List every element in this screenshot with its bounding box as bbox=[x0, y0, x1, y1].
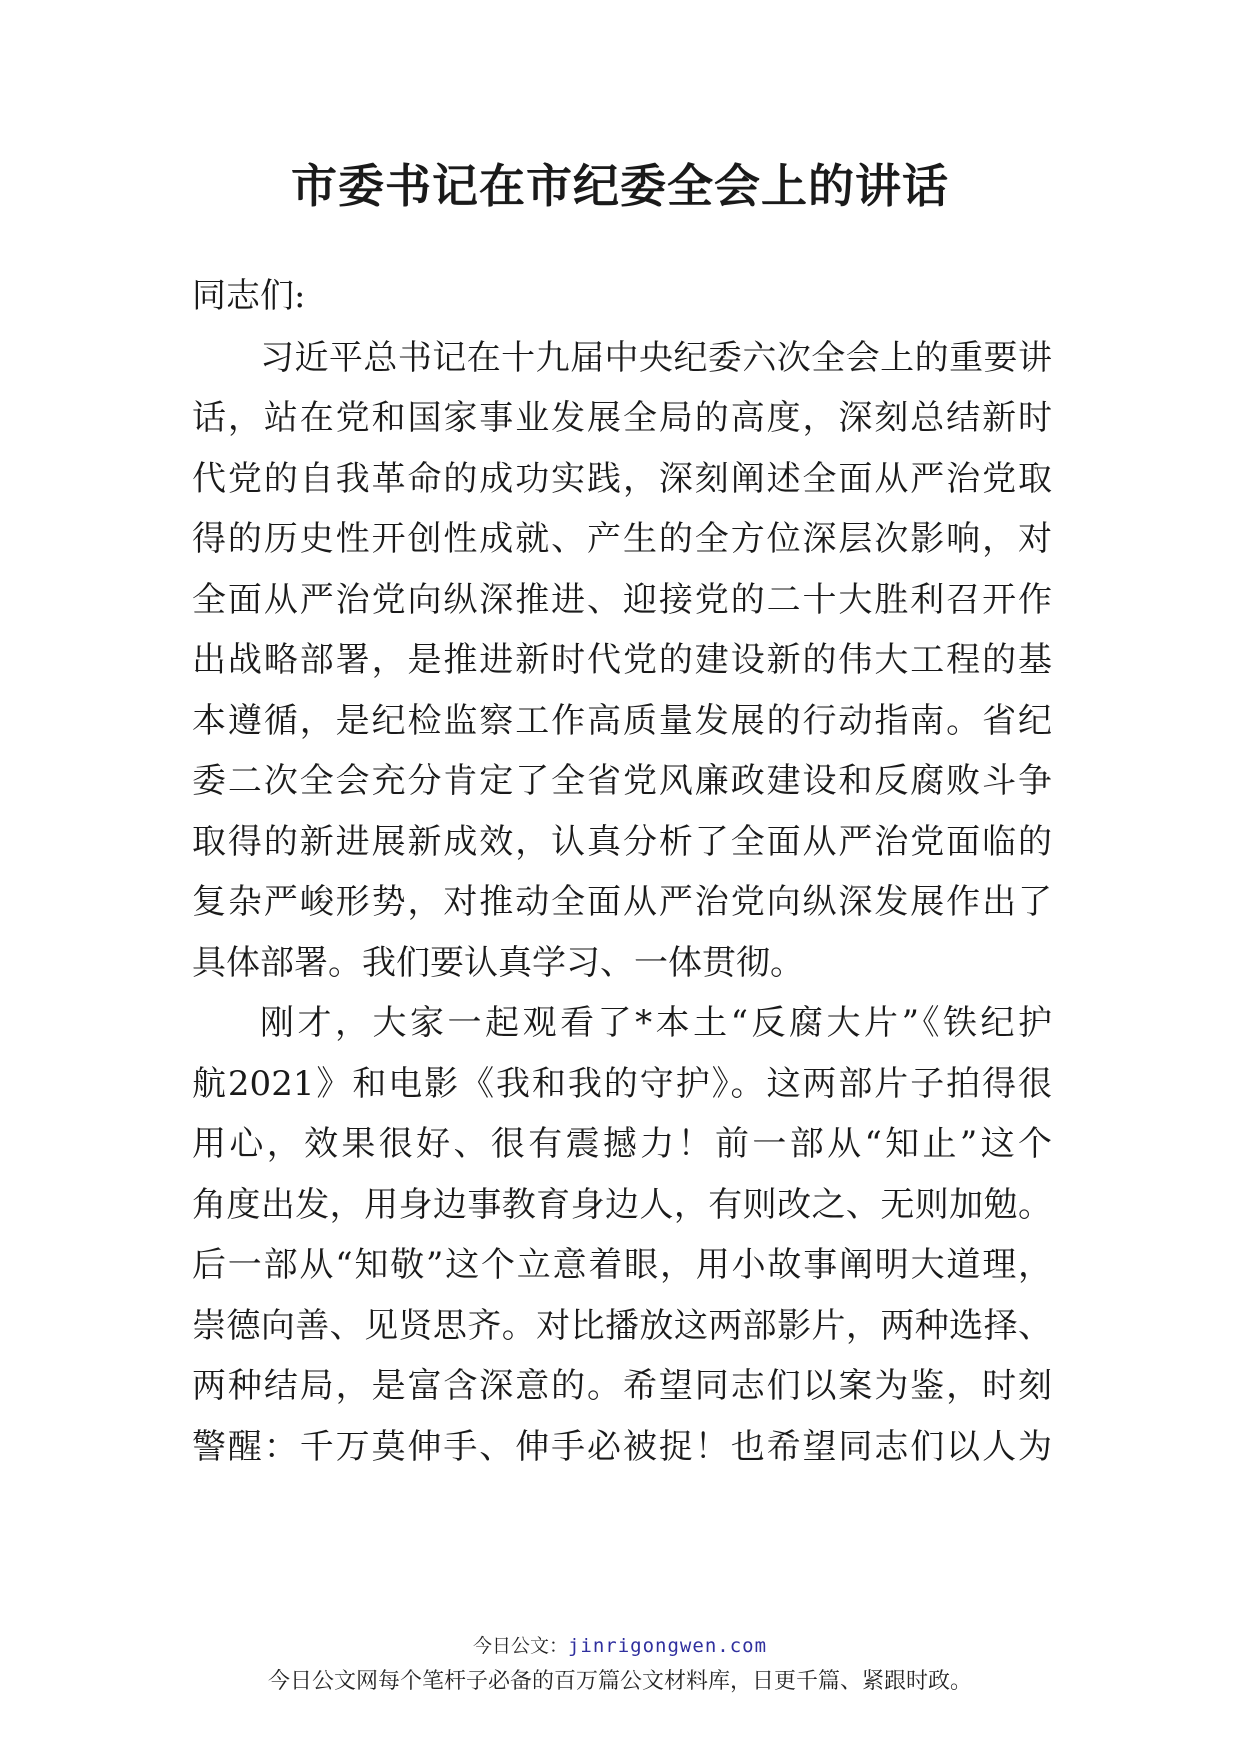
document-title: 市委书记在市纪委全会上的讲话 bbox=[291, 159, 949, 213]
footer-site-url[interactable]: jinrigongwen.com bbox=[567, 1635, 768, 1657]
paragraph-2-line: 角度出发，用身边事教育身边人，有则改之、无则加勉。 bbox=[192, 1185, 1052, 1225]
paragraph-1-line: 代党的自我革命的成功实践，深刻阐述全面从严治党取 bbox=[192, 459, 1052, 499]
paragraph-2-line: 后一部从“知敬”这个立意着眼，用小故事阐明大道理， bbox=[192, 1245, 1052, 1285]
salutation: 同志们: bbox=[192, 276, 306, 316]
paragraph-1-line: 出战略部署，是推进新时代党的建设新的伟大工程的基 bbox=[192, 640, 1052, 680]
paragraph-2-line: 航2021》和电影《我和我的守护》。这两部片子拍得很 bbox=[192, 1064, 1052, 1104]
paragraph-2-line: 两种结局，是富含深意的。希望同志们以案为鉴，时刻 bbox=[192, 1366, 1052, 1406]
paragraph-1-line: 习近平总书记在十九届中央纪委六次全会上的重要讲 bbox=[260, 338, 1052, 378]
paragraph-1-line: 具体部署。我们要认真学习、一体贯彻。 bbox=[192, 943, 804, 983]
paragraph-1-line: 全面从严治党向纵深推进、迎接党的二十大胜利召开作 bbox=[192, 580, 1052, 620]
paragraph-2-line: 用心，效果很好、很有震撼力！前一部从“知止”这个 bbox=[192, 1124, 1052, 1164]
paragraph-1-line: 得的历史性开创性成就、产生的全方位深层次影响，对 bbox=[192, 519, 1052, 559]
footer-site-label: 今日公文： bbox=[472, 1635, 568, 1657]
paragraph-1-line: 取得的新进展新成效，认真分析了全面从严治党面临的 bbox=[192, 822, 1052, 862]
paragraph-1-line: 话，站在党和国家事业发展全局的高度，深刻总结新时 bbox=[192, 398, 1052, 438]
paragraph-1-line: 复杂严峻形势，对推动全面从严治党向纵深发展作出了 bbox=[192, 882, 1052, 922]
paragraph-1-line: 本遵循，是纪检监察工作高质量发展的行动指南。省纪 bbox=[192, 701, 1052, 741]
paragraph-2-line: 崇德向善、见贤思齐。对比播放这两部影片，两种选择、 bbox=[192, 1306, 1052, 1346]
footer-slogan: 今日公文网每个笔杆子必备的百万篇公文材料库，日更千篇、紧跟时政。 bbox=[267, 1669, 972, 1694]
paragraph-1-line: 委二次全会充分肯定了全省党风廉政建设和反腐败斗争 bbox=[192, 761, 1052, 801]
paragraph-2-line: 警醒：千万莫伸手、伸手必被捉！也希望同志们以人为 bbox=[192, 1427, 1052, 1467]
footer-site-link[interactable] bbox=[0, 1631, 1240, 1658]
paragraph-2-line: 刚才，大家一起观看了*本土“反腐大片”《铁纪护 bbox=[260, 1003, 1052, 1043]
